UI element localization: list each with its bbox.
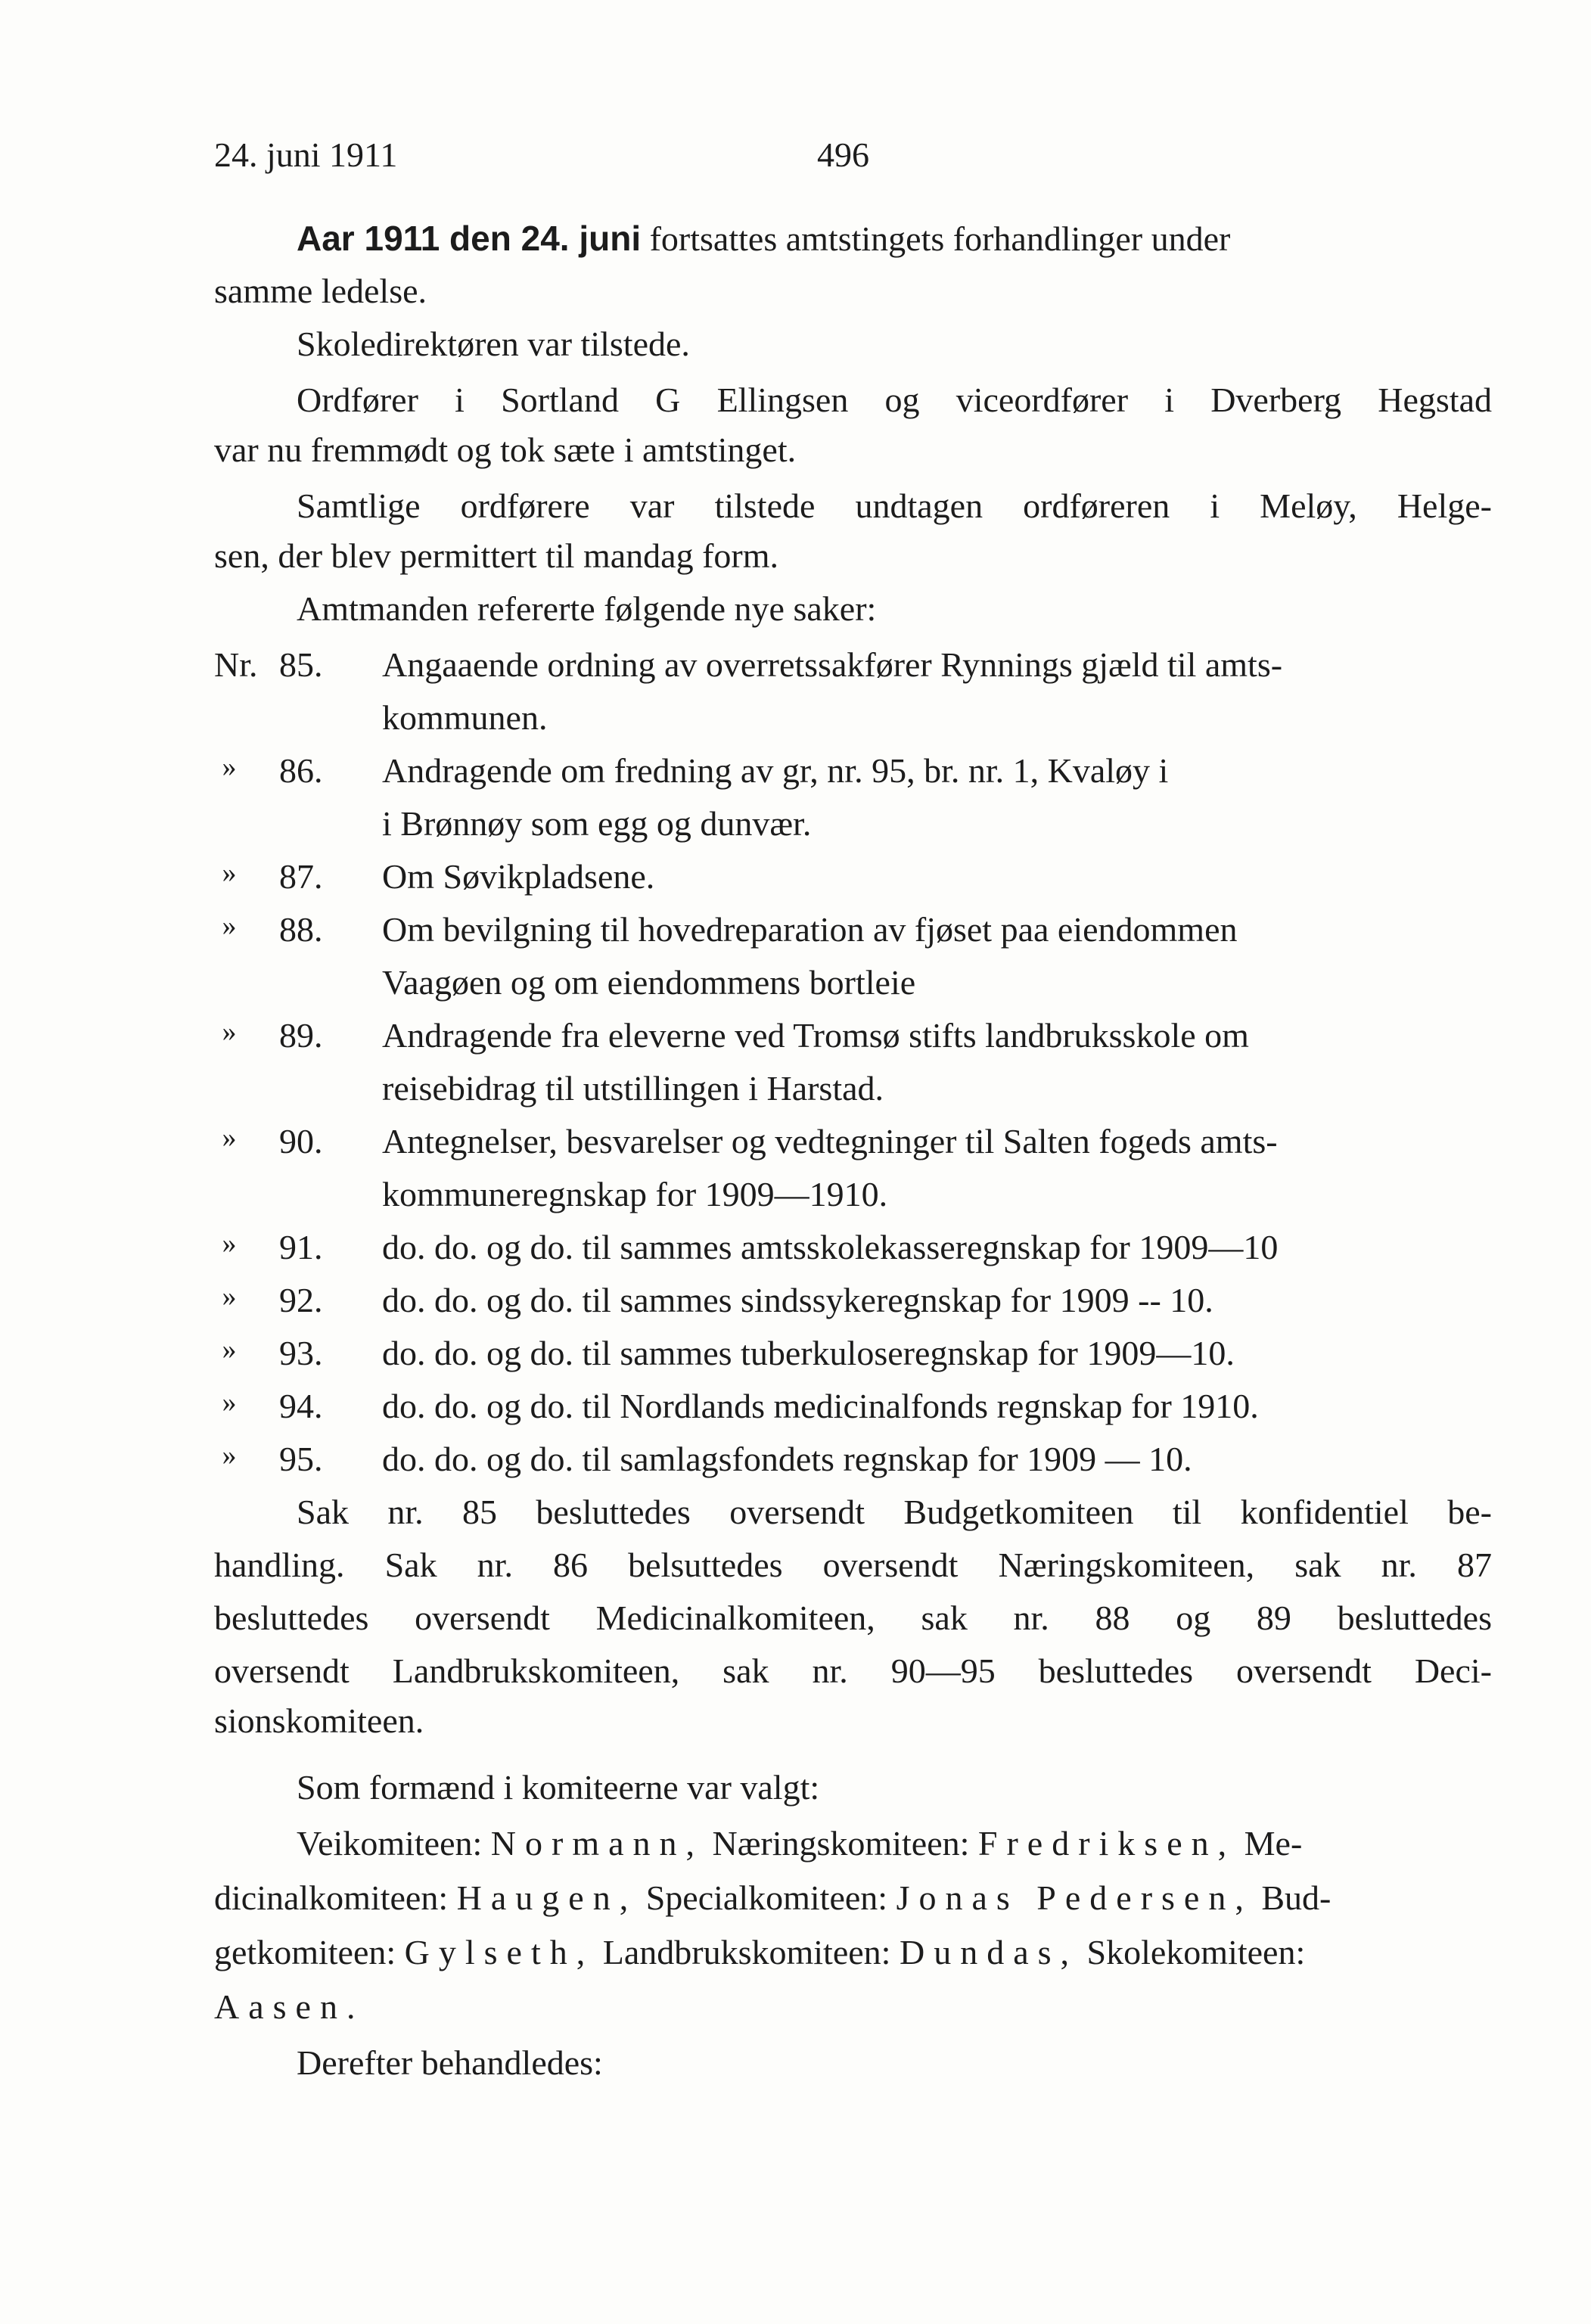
item-text-line-1: do. do. og do. til Nordlands medicinalfonds regnskap for 1910.	[382, 1387, 1259, 1425]
ditto-mark: »	[222, 751, 237, 783]
paragraph-3-line-1: Samtlige ordførere var tilstede undtagen ordføreren i Meløy, Helge-	[297, 486, 1492, 525]
item-text-line-1: Andragende fra eleverne ved Tromsø stifts landbruksskole om	[382, 1016, 1249, 1055]
item-number: 88.	[279, 910, 323, 949]
paragraph-4: Amtmanden refererte følgende nye saker:	[297, 589, 877, 628]
intro-bold-lead: Aar 1911 den 24. juni	[297, 219, 642, 258]
item-text-line-1: do. do. og do. til sammes amtsskolekasseregnskap for 1909—10	[382, 1228, 1279, 1266]
line-continuation: Me-	[1244, 1824, 1303, 1863]
item-text-line-1: do. do. og do. til samlagsfondets regnskap for 1909 — 10.	[382, 1440, 1192, 1478]
paragraph-2-line-2: var nu fremmødt og tok sæte i amtstinget.	[214, 430, 797, 469]
item-text-line-1: Angaaende ordning av overretssakfører Rynnings gjæld til amts-	[382, 645, 1283, 684]
intro-line-1-rest: fortsattes amtstingets forhandlinger under	[649, 219, 1231, 258]
item-number: 87.	[279, 857, 323, 896]
line-continuation: Bud-	[1261, 1878, 1332, 1917]
chairman-name: Jonas Pedersen,	[896, 1878, 1253, 1917]
item-text-line-1: Om bevilgning til hovedreparation av fjøset paa eiendommen	[382, 910, 1238, 949]
ditto-mark: »	[222, 1440, 237, 1471]
item-text-line-1: Antegnelser, besvarelser og vedtegninger til Salten fogeds amts-	[382, 1122, 1278, 1160]
decision-line-4: oversendt Landbrukskomiteen, sak nr. 90—95 besluttedes oversendt Deci-	[214, 1651, 1492, 1690]
decision-line-1: Sak nr. 85 besluttedes oversendt Budgetkomiteen til konfidentiel be-	[297, 1493, 1492, 1531]
item-number: 92.	[279, 1281, 323, 1319]
decision-line-3: besluttedes oversendt Medicinalkomiteen, sak nr. 88 og 89 besluttedes	[214, 1599, 1492, 1637]
closing-line: Derefter behandledes:	[297, 2043, 603, 2082]
item-number: 93.	[279, 1334, 323, 1372]
chairmen-line-1	[297, 1826, 1302, 1861]
chairman-name: Haugen,	[456, 1878, 638, 1917]
paragraph-2-line-1: Ordfører i Sortland G Ellingsen og viceordfører i Dverberg Hegstad	[297, 381, 1492, 419]
committee-name: Skolekomiteen:	[1086, 1933, 1306, 1971]
item-text-line-1: Om Søvikpladsene.	[382, 857, 655, 896]
item-text-line-2: reisebidrag til utstillingen i Harstad.	[382, 1069, 884, 1108]
ditto-mark: »	[222, 1016, 237, 1048]
item-text-line-2: kommunen.	[382, 698, 548, 737]
chairmen-line-3	[214, 1935, 1305, 1970]
paragraph-1: Skoledirektøren var tilstede.	[297, 325, 690, 363]
ditto-mark: »	[222, 1122, 237, 1154]
ditto-mark: »	[222, 857, 237, 889]
item-text-line-1: Andragende om fredning av gr, nr. 95, br. nr. 1, Kvaløy i	[382, 751, 1169, 790]
item-number: 90.	[279, 1122, 323, 1160]
intro-line-2: samme ledelse.	[214, 272, 427, 310]
item-number: 94.	[279, 1387, 323, 1425]
committee-name: Specialkomiteen:	[645, 1878, 888, 1917]
chairmen-intro: Som formænd i komiteerne var valgt:	[297, 1768, 820, 1807]
committee-name: Landbrukskomiteen:	[602, 1933, 891, 1971]
chairman-name: Normann,	[490, 1824, 704, 1863]
ditto-mark: »	[222, 1228, 237, 1260]
item-text-line-1: do. do. og do. til sammes sindssykeregnskap for 1909 -- 10.	[382, 1281, 1213, 1319]
page-number: 496	[817, 135, 869, 174]
item-number: 91.	[279, 1228, 323, 1266]
paragraph-3-line-2: sen, der blev permittert til mandag form.	[214, 536, 778, 575]
decision-line-2: handling. Sak nr. 86 belsuttedes oversendt Næringskomiteen, sak nr. 87	[214, 1546, 1492, 1584]
item-number: 85.	[279, 645, 323, 684]
ditto-mark: »	[222, 1334, 237, 1366]
item-number: 95.	[279, 1440, 323, 1478]
chairman-name: Dundas,	[899, 1933, 1079, 1971]
chairman-name: Fredriksen,	[977, 1824, 1236, 1863]
ditto-mark: »	[222, 910, 237, 942]
chairmen-line-2	[214, 1878, 1332, 1917]
committee-name: dicinalkomiteen:	[214, 1878, 449, 1917]
ditto-mark: »	[222, 1281, 237, 1313]
intro-line-1	[297, 221, 1230, 256]
item-number: 86.	[279, 751, 323, 790]
committee-name: Veikomiteen:	[297, 1824, 483, 1863]
ditto-mark: »	[222, 1387, 237, 1418]
committee-name: Næringskomiteen:	[712, 1824, 970, 1863]
chairmen-line-4: Aasen.	[214, 1987, 365, 2026]
item-prefix: Nr.	[214, 645, 258, 684]
chairman-name: Gylseth,	[404, 1933, 595, 1971]
committee-name: getkomiteen:	[214, 1933, 396, 1971]
item-text-line-2: Vaagøen og om eiendommens bortleie	[382, 963, 916, 1002]
item-number: 89.	[279, 1016, 323, 1055]
header-date: 24. juni 1911	[214, 135, 398, 174]
item-text-line-2: i Brønnøy som egg og dunvær.	[382, 804, 812, 843]
decision-line-5: sionskomiteen.	[214, 1701, 424, 1740]
item-text-line-1: do. do. og do. til sammes tuberkuloseregnskap for 1909—10.	[382, 1334, 1235, 1372]
item-text-line-2: kommuneregnskap for 1909—1910.	[382, 1175, 888, 1213]
